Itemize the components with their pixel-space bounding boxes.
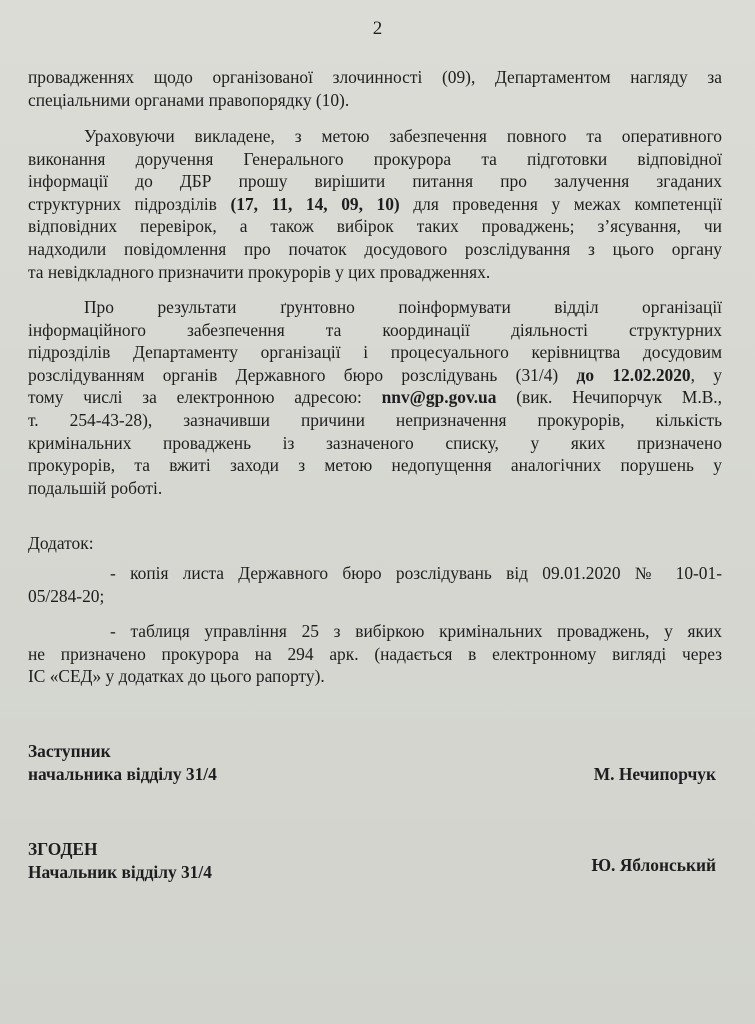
signatory-title: Начальник відділу 31/4	[28, 862, 212, 882]
text-line: підрозділів Департаменту організації і процесуального керівництва досудовим	[28, 342, 722, 363]
deadline-date: до 12.02.2020	[576, 364, 691, 385]
text-line: т. 254-43-28), зазначивши причини непризначення прокурорів, кількість	[28, 409, 722, 430]
text-line: - копія листа Державного бюро розслідувань від 09.01.2020 № 10-01-	[110, 563, 722, 583]
text-line: 05/284-20;	[28, 585, 105, 606]
text-fragment: , у	[690, 364, 722, 385]
text-line: надходили повідомлення про початок досудового розслідування з цього органу	[28, 238, 722, 259]
text-line	[28, 364, 722, 387]
attachment-item	[28, 562, 722, 607]
text-fragment: тому числі за електронною адресою:	[28, 387, 382, 408]
signature-block-approval	[28, 838, 722, 884]
paragraph-continuation	[28, 66, 722, 111]
department-codes: (17, 11, 14, 09, 10)	[230, 193, 400, 214]
text-line: подальшій роботі.	[28, 477, 163, 498]
text-line: кримінальних проваджень із зазначеного списку, у яких призначено	[28, 432, 722, 453]
text-line: та невідкладного призначити прокурорів у цих провадженнях.	[28, 261, 491, 282]
text-line: провадженнях щодо організованої злочинності (09), Департаментом нагляду за	[28, 67, 722, 87]
text-line: Ураховуючи викладене, з метою забезпечення повного та оперативного	[84, 126, 722, 146]
text-line	[28, 386, 722, 409]
signatory-title: Заступник	[28, 741, 111, 761]
attachment-item	[28, 620, 722, 688]
text-fragment: (вик. Нечипорчук М.В.,	[496, 387, 722, 408]
signatory-name: М. Нечипорчук	[593, 764, 716, 784]
attachments-heading	[28, 532, 722, 555]
signature-block-deputy	[28, 740, 722, 786]
text-line: - таблиця управління 25 з вибіркою кримінальних проваджень, у яких	[110, 621, 722, 641]
text-line: відповідних перевірок, а також вибірок таких проваджень; з’ясування, чи	[28, 216, 722, 237]
text-line: спеціальними органами правопорядку (10).	[28, 89, 350, 110]
text-line: прокурорів, та вжиті заходи з метою недопущення аналогічних порушень у	[28, 455, 722, 476]
page-number: 2	[372, 18, 383, 39]
text-line	[28, 193, 722, 216]
text-line: Про результати ґрунтовно поінформувати відділ організації	[84, 297, 722, 317]
attachments-label: Додаток:	[28, 533, 94, 553]
text-line: виконання доручення Генерального прокурора та підготовки відповідної	[28, 148, 722, 169]
approval-mark: ЗГОДЕН	[28, 839, 98, 859]
paragraph-request	[28, 125, 722, 283]
signatory-name: Ю. Яблонський	[591, 855, 716, 875]
text-fragment: розслідуванням органів Державного бюро розслідувань (31/4)	[28, 364, 577, 385]
text-line: ІС «СЕД» у додатках до цього рапорту).	[28, 666, 325, 687]
text-line: інформації до ДБР прошу вирішити питання про залучення згаданих	[28, 171, 722, 192]
email-address: nnv@gp.gov.ua	[381, 387, 497, 408]
text-fragment: структурних підрозділів	[28, 193, 231, 214]
text-fragment: для проведення у межах компетенції	[399, 193, 722, 214]
text-line: не призначено прокурора на 294 арк. (надається в електронному вигляді через	[28, 643, 722, 664]
signatory-title: начальника відділу 31/4	[28, 764, 217, 784]
paragraph-report-instructions	[28, 296, 722, 499]
text-line: інформаційного забезпечення та координації діяльності структурних	[28, 319, 722, 340]
